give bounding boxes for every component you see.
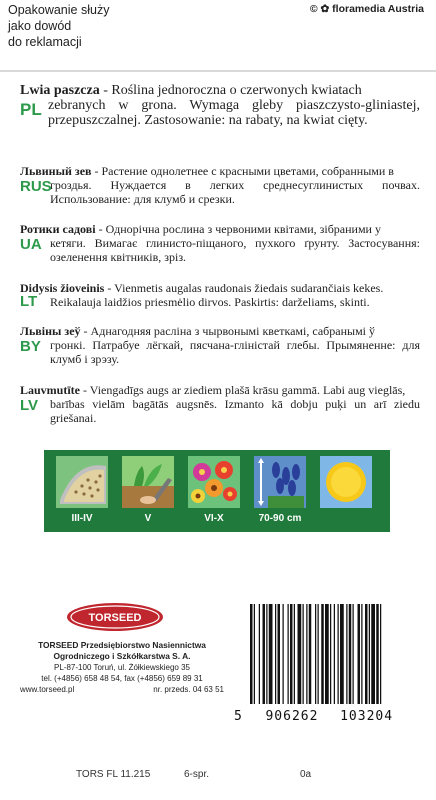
language-code-pl: PL xyxy=(20,100,42,119)
barcode xyxy=(246,604,424,704)
description-text: гронкі. Патрабуе лёгкай, пясчана-гліністай глебы. Прымяненне: для клумб і зрэзу. xyxy=(50,338,420,366)
height-icon xyxy=(254,456,306,508)
plant-name-by: Львіны зеў xyxy=(20,324,81,338)
plant-name-lv: Lauvmutīte xyxy=(20,383,80,397)
description-pl xyxy=(20,83,420,128)
sowing-period-label: III-IV xyxy=(71,513,93,524)
description-text: - Однорічна рослина з червоними квітами, зібраними у xyxy=(95,222,381,236)
barcode-bar xyxy=(269,604,273,704)
plant-name-lt: Didysis žioveinis xyxy=(20,281,105,295)
barcode-bar xyxy=(309,604,312,704)
barcode-bar xyxy=(334,604,335,704)
barcode-bar xyxy=(361,604,362,704)
barcode-bar xyxy=(275,604,276,704)
barcode-bar xyxy=(338,604,339,704)
description-text: кетяги. Вимагає глинисто-піщаного, пухкого ґрунту. Застосування: озеленення квітників, зріз. xyxy=(50,236,420,264)
description-ua xyxy=(20,222,420,264)
barcode-right-group: 103204 xyxy=(340,709,394,724)
barcode-bar xyxy=(306,604,307,704)
complaint-note xyxy=(8,2,208,50)
barcode-bar xyxy=(365,604,368,704)
barcode-bar xyxy=(369,604,370,704)
barcode-bar xyxy=(358,604,361,704)
barcode-bar xyxy=(318,604,319,704)
height-label: 70-90 cm xyxy=(258,513,302,524)
note-line: jako dowód xyxy=(8,19,72,33)
barcode-bar xyxy=(321,604,324,704)
flowering-period-label: VI-X xyxy=(204,513,224,524)
company-phone: tel. (+4856) 658 48 54, fax (+4856) 659 89 31 xyxy=(41,674,203,683)
torseed-logo xyxy=(62,600,168,634)
description-lt xyxy=(20,281,420,309)
description-text: zebranych w grona. Wymaga gleby piaszczysto-gliniastej, przepuszczalnej. Zastosowanie: na rabaty, na kwiat cięty. xyxy=(48,98,420,128)
note-line: do reklamacji xyxy=(8,35,82,49)
sun-icon xyxy=(320,456,372,508)
barcode-bar xyxy=(376,604,379,704)
description-text: Reikalauja laidžios priesmėlio dirvos. Paskirtis: darželiams, skinti. xyxy=(50,295,370,309)
barcode-bar xyxy=(254,604,255,704)
company-website[interactable]: www.torseed.pl xyxy=(20,685,75,694)
version-code: 0a xyxy=(300,769,312,780)
barcode-bar xyxy=(371,604,375,704)
description-text: - Vienmetis augalas raudonais žiedais sudarančiais kekes. xyxy=(104,281,384,295)
language-code-lv: LV xyxy=(20,397,39,414)
description-text: barības vielām bagātās augsnēs. Izmanto kā dobju puķi un arī ziedu griešanai. xyxy=(50,397,420,425)
language-code-rus: RUS xyxy=(20,178,52,195)
note-line: Opakowanie służy xyxy=(8,3,110,17)
barcode-bar xyxy=(330,604,331,704)
company-name: Ogrodniczego i Szkółkarstwa S. A. xyxy=(53,651,191,661)
flowers-icon xyxy=(188,456,240,508)
description-text: - Roślina jednoroczna o czerwonych kwiatach xyxy=(99,83,362,98)
company-info xyxy=(20,640,224,695)
logo-text: TORSEED xyxy=(88,612,142,624)
plant-name-ua: Ротики садові xyxy=(20,222,96,236)
plant-name-pl: Lwia paszcza xyxy=(20,83,100,98)
language-code-lt: LT xyxy=(20,293,38,310)
description-text: гроздья. Нуждается в легких среднесуглинистых почвах. Использование: для клумб и срезки. xyxy=(50,178,420,206)
barcode-bar xyxy=(353,604,354,704)
barcode-bar xyxy=(290,604,293,704)
planting-period-label: V xyxy=(144,513,152,524)
barcode-bar xyxy=(380,604,381,704)
cultivation-icon-strip xyxy=(44,450,390,532)
barcode-bar xyxy=(303,604,304,704)
barcode-bar xyxy=(349,604,352,704)
barcode-first-digit: 5 xyxy=(234,709,242,724)
barcode-bar xyxy=(288,604,289,704)
product-code: TORS FL 11.215 xyxy=(76,769,151,780)
company-registration: nr. przeds. 04 63 51 xyxy=(153,685,224,694)
barcode-bar xyxy=(266,604,267,704)
description-lv xyxy=(20,383,420,425)
description-text: - Растение однолетнее с красными цветами, собранными в xyxy=(91,164,394,178)
barcode-bar xyxy=(250,604,253,704)
description-text: - Аднагодняя расліна з чырвонымі кветкамі, сабранымі ў xyxy=(80,324,376,338)
barcode-bar xyxy=(294,604,295,704)
divider xyxy=(0,70,436,72)
language-code-by: BY xyxy=(20,338,41,355)
company-name: TORSEED Przedsiębiorstwo Nasiennictwa xyxy=(38,640,206,650)
company-address: PL-87-100 Toruń, ul. Żółkiewskiego 35 xyxy=(54,663,190,672)
barcode-bar xyxy=(346,604,347,704)
description-by xyxy=(20,324,420,366)
barcode-number xyxy=(234,709,430,724)
barcode-left-group: 906262 xyxy=(265,709,319,724)
planting-icon xyxy=(122,456,174,508)
barcode-bar xyxy=(283,604,284,704)
tray-icon xyxy=(56,456,108,508)
description-rus xyxy=(20,164,420,206)
barcode-bar xyxy=(340,604,344,704)
barcode-bar xyxy=(259,604,260,704)
barcode-bar xyxy=(315,604,316,704)
barcode-bar xyxy=(278,604,281,704)
barcode-bar xyxy=(298,604,302,704)
spr-code: 6-spr. xyxy=(184,769,210,780)
brand-label: © ✿ floramedia Austria xyxy=(309,3,424,15)
language-code-ua: UA xyxy=(20,236,42,253)
barcode-bar xyxy=(263,604,266,704)
description-text: - Viengadīgs augs ar ziediem plašā krāsu gammā. Labi aug vieglās, xyxy=(80,383,406,397)
barcode-bar xyxy=(325,604,329,704)
plant-name-rus: Львиный зев xyxy=(20,164,92,178)
